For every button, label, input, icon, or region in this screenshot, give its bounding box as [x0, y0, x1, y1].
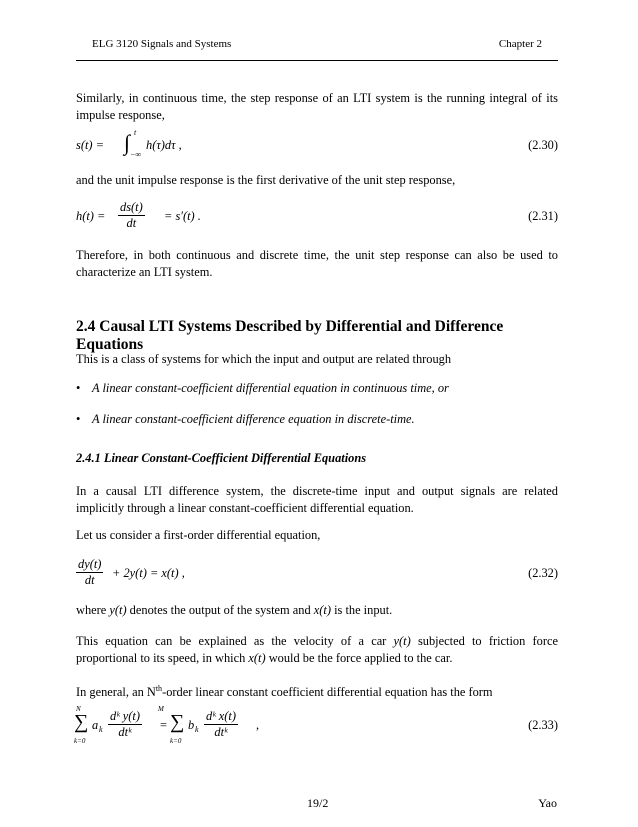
paragraph-first-order: Let us consider a first-order differential equation,	[76, 528, 321, 542]
subsection-title: 2.4.1 Linear Constant-Coefficient Differential Equations	[76, 451, 367, 465]
fraction-1-numerator: dᵏ y(t)	[110, 709, 140, 723]
paragraph-characterize: Therefore, in both continuous and discrete time, the unit step response can also be used to characterize an LTI system.	[76, 248, 558, 279]
fraction-1-denominator: dtᵏ	[118, 725, 132, 739]
eq-2-32-rhs: + 2y(t) = x(t) ,	[112, 566, 185, 580]
p9-text-b: -order linear constant coefficient differential equation has the form	[162, 685, 493, 700]
p8-y-symbol: y(t)	[393, 634, 411, 648]
bullet-icon: •	[76, 412, 81, 426]
paragraph-causal-lti: In a causal LTI difference system, the discrete-time input and output signals are related implicitly through a linear constant-coefficient differential equation.	[76, 484, 558, 515]
eq-2-31-numerator: ds(t)	[120, 200, 143, 214]
eq-2-32-fraction	[76, 557, 103, 588]
p7-text-c: is the input.	[330, 603, 393, 617]
header-rule	[76, 60, 558, 61]
p7-text-a: where	[76, 603, 110, 617]
eq-2-32-denominator: dt	[84, 573, 95, 587]
sum1-sigma: ∑	[74, 711, 89, 733]
bullet-text-2: A linear constant-coefficient difference equation in discrete-time.	[92, 412, 415, 426]
sum2-sigma: ∑	[170, 711, 185, 733]
p8-text-b: subjected to friction force proportional to its speed, in which	[76, 634, 558, 665]
sum1-lower: k=0	[74, 737, 86, 745]
paragraph-class-of-systems: This is a class of systems for which the input and output are related through	[76, 352, 452, 366]
paragraph-step-response: Similarly, in continuous time, the step response of an LTI system is the running integral of its impulse response,	[76, 91, 558, 122]
coef-b-index: k	[195, 725, 199, 734]
page-number: 19/2	[307, 796, 329, 810]
p9-text-a: In general, an N	[76, 685, 156, 700]
sum1-upper: N	[76, 705, 81, 713]
eq-2-33-fraction-1	[108, 709, 142, 740]
eq-2-31-fraction	[118, 200, 145, 231]
fraction-2-numerator: dᵏ x(t)	[206, 709, 236, 723]
p9-superscript: th	[155, 684, 163, 693]
coef-b: b	[188, 718, 195, 732]
bullet-text-1: A linear constant-coefficient differential equation in continuous time, or	[92, 381, 449, 395]
p7-x-symbol: x(t)	[313, 603, 331, 617]
equals-sign: =	[160, 718, 167, 732]
eq-2-31-rhs: = s′(t) .	[164, 209, 201, 223]
header-left: ELG 3120 Signals and Systems	[92, 38, 232, 50]
eq-2-33-number: (2.33)	[528, 718, 558, 732]
equation-2-30	[76, 130, 558, 170]
integral-sign: ∫	[124, 130, 131, 155]
eq-2-31-lhs: h(t) =	[76, 209, 106, 223]
eq-2-32-number: (2.32)	[528, 566, 558, 580]
p8-text-a: This equation can be explained as the velocity of a car	[76, 634, 394, 648]
section-title: 2.4 Causal LTI Systems Described by Differential and Difference Equations	[76, 318, 504, 353]
integral-lower-limit: −∞	[130, 150, 142, 159]
eq-2-30-integrand: h(τ)dτ ,	[146, 138, 182, 152]
paragraph-impulse-derivative: and the unit impulse response is the first derivative of the unit step response,	[76, 173, 456, 187]
coef-a-index: k	[99, 725, 103, 734]
footer-author: Yao	[538, 796, 557, 810]
header-right: Chapter 2	[498, 38, 542, 50]
integral-upper-limit: t	[134, 128, 137, 137]
bullet-icon: •	[76, 381, 81, 395]
eq-2-31-denominator: dt	[126, 216, 137, 230]
paragraph-where	[76, 602, 558, 619]
sum2-lower: k=0	[170, 737, 182, 745]
eq-2-31-number: (2.31)	[528, 209, 558, 223]
eq-2-33-comma: ,	[256, 718, 260, 732]
p8-text-c: would be the force applied to the car.	[265, 651, 453, 665]
paragraph-nth-order	[76, 680, 558, 701]
equation-2-32	[76, 555, 558, 595]
eq-2-33-fraction-2	[204, 709, 238, 740]
eq-2-30-number: (2.30)	[528, 138, 558, 152]
coef-a: a	[92, 718, 99, 732]
equation-2-33	[74, 705, 558, 748]
fraction-2-denominator: dtᵏ	[214, 725, 228, 739]
p7-y-symbol: y(t)	[109, 603, 127, 617]
eq-2-32-numerator: dy(t)	[78, 557, 102, 571]
equation-2-31	[76, 198, 558, 238]
sum2-upper: M	[158, 705, 164, 713]
eq-2-30-lhs: s(t) =	[76, 138, 104, 152]
p7-text-b: denotes the output of the system and	[126, 603, 314, 617]
paragraph-car-velocity	[76, 633, 558, 667]
p8-x-symbol: x(t)	[248, 651, 266, 665]
